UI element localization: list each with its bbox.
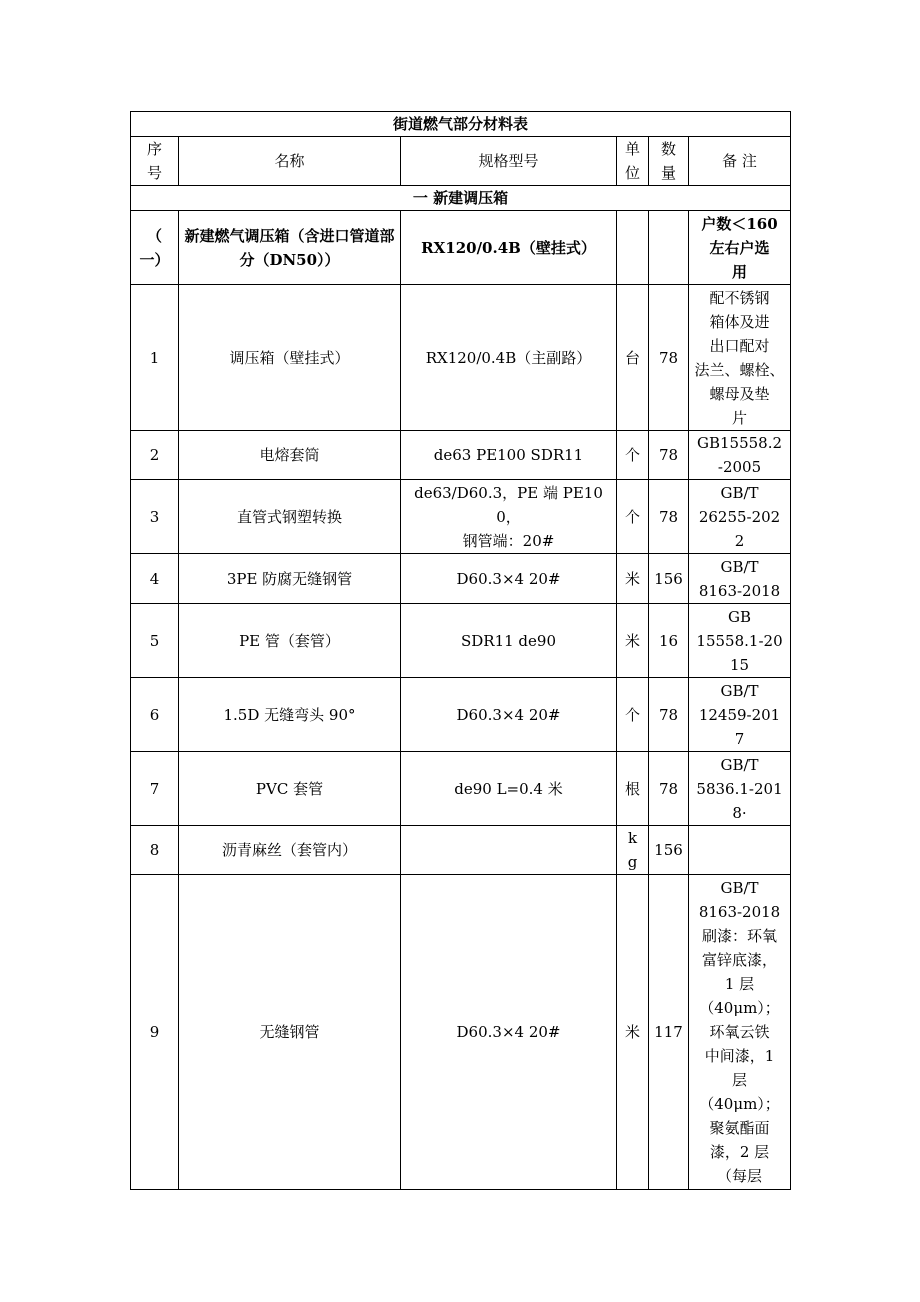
row-unit: 个 [617,678,649,752]
group-name: 新建燃气调压箱（含进口管道部分（DN50）） [179,211,401,285]
section-title: 一 新建调压箱 [131,186,791,211]
table-row [131,431,791,480]
row-unit: 米 [617,875,649,1190]
row-name: 直管式钢塑转换 [179,480,401,554]
row-remark: 配不锈钢 箱体及进 出口配对 法兰、螺栓、 螺母及垫 片 [689,285,791,431]
row-spec: de63 PE100 SDR11 [401,431,617,480]
header-qty: 数 量 [649,137,689,186]
row-no: 9 [131,875,179,1190]
table-row [131,480,791,554]
header-remark: 备 注 [689,137,791,186]
row-name: 1.5D 无缝弯头 90° [179,678,401,752]
row-name: PVC 套管 [179,752,401,826]
row-qty: 156 [649,554,689,604]
row-no: 8 [131,826,179,875]
header-row [131,137,791,186]
row-qty: 78 [649,752,689,826]
section-row [131,186,791,211]
row-qty: 117 [649,875,689,1190]
table-title: 街道燃气部分材料表 [131,112,791,137]
row-spec: D60.3×4 20# [401,678,617,752]
row-no: 1 [131,285,179,431]
row-no: 3 [131,480,179,554]
row-name: 电熔套筒 [179,431,401,480]
table-row [131,285,791,431]
row-spec: D60.3×4 20# [401,554,617,604]
row-remark: GB/T 12459-201 7 [689,678,791,752]
group-row [131,211,791,285]
row-unit: 个 [617,480,649,554]
group-spec: RX120/0.4B（壁挂式） [401,211,617,285]
table-row [131,752,791,826]
table-row [131,604,791,678]
row-unit: k g [617,826,649,875]
row-spec [401,826,617,875]
row-qty: 78 [649,480,689,554]
row-no: 6 [131,678,179,752]
row-name: 沥青麻丝（套管内） [179,826,401,875]
row-remark: GB/T 5836.1-201 8· [689,752,791,826]
row-no: 4 [131,554,179,604]
header-unit: 单 位 [617,137,649,186]
row-no: 2 [131,431,179,480]
row-name: 调压箱（壁挂式） [179,285,401,431]
row-remark: GB/T 26255-202 2 [689,480,791,554]
header-name: 名称 [179,137,401,186]
table-row [131,826,791,875]
row-remark: GB 15558.1-20 15 [689,604,791,678]
row-remark: GB/T 8163-2018 刷漆：环氧 富锌底漆， 1 层 （40μm）； 环氧云铁 中间漆，1 层 （40μm）； 聚氨酯面 漆，2 层 （每层 [689,875,791,1190]
row-unit: 米 [617,604,649,678]
row-name: 无缝钢管 [179,875,401,1190]
table-row [131,554,791,604]
materials-table [130,111,791,1190]
row-qty: 78 [649,678,689,752]
row-remark: GB/T 8163-2018 [689,554,791,604]
row-qty: 16 [649,604,689,678]
row-qty: 78 [649,285,689,431]
row-qty: 78 [649,431,689,480]
group-unit [617,211,649,285]
row-qty: 156 [649,826,689,875]
row-spec: de90 L=0.4 米 [401,752,617,826]
row-name: 3PE 防腐无缝钢管 [179,554,401,604]
header-no: 序 号 [131,137,179,186]
row-remark: GB15558.2 -2005 [689,431,791,480]
row-no: 5 [131,604,179,678]
row-name: PE 管（套管） [179,604,401,678]
row-unit: 台 [617,285,649,431]
group-qty [649,211,689,285]
row-spec: RX120/0.4B（主副路） [401,285,617,431]
group-no: （ 一） [131,211,179,285]
group-remark: 户数＜160 左右户选 用 [689,211,791,285]
row-spec: SDR11 de90 [401,604,617,678]
row-spec: de63/D60.3，PE 端 PE100， 钢管端：20# [401,480,617,554]
row-unit: 个 [617,431,649,480]
table-title-row [131,112,791,137]
table-row [131,678,791,752]
table-row [131,875,791,1190]
row-no: 7 [131,752,179,826]
row-unit: 根 [617,752,649,826]
header-spec: 规格型号 [401,137,617,186]
row-spec: D60.3×4 20# [401,875,617,1190]
row-remark [689,826,791,875]
row-unit: 米 [617,554,649,604]
